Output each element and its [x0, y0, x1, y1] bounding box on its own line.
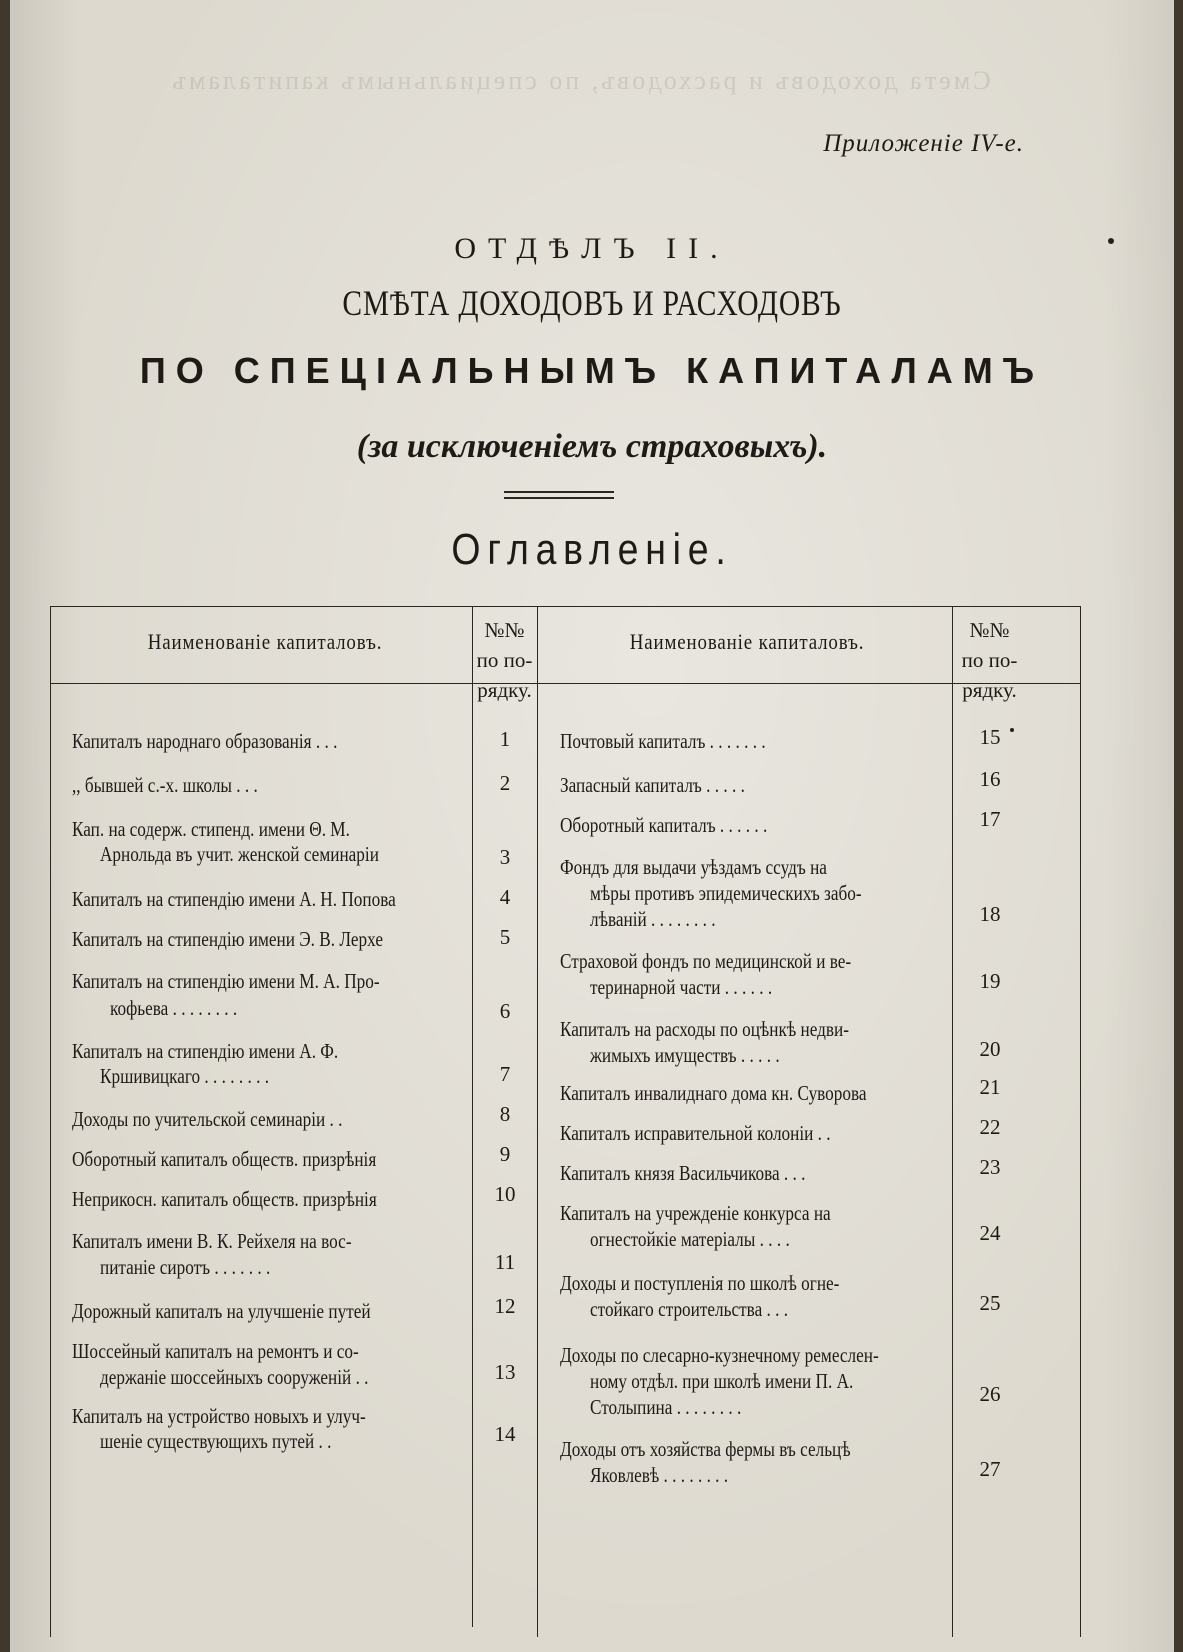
entry-name: огнестойкіе матеріалы . . . . [590, 1227, 790, 1251]
entry-number: 10 [494, 1182, 516, 1206]
entry-name: держаніе шоссейныхъ сооруженій . . [100, 1365, 369, 1389]
column-divider [952, 607, 953, 1637]
entry-name: ,, бывшей с.-х. школы . . . [72, 773, 258, 797]
header-number-label: по по- [476, 648, 533, 672]
entry-name: Доходы по слесарно-кузнечному ремеслен- [560, 1343, 879, 1367]
header-name-left: Наименованіе капиталовъ. [147, 629, 383, 654]
entry-name: Доходы отъ хозяйства фермы въ сельцѣ [560, 1437, 851, 1461]
bleed-through-header: Смета доходовъ и расходовъ, по специальнымъ капиталамъ [169, 66, 991, 95]
entry-name: Капиталъ имени В. К. Рейхеля на вос- [72, 1229, 352, 1253]
exclusion-note: (за исключеніемъ страховыхъ). [356, 428, 828, 465]
entry-name: Капиталъ народнаго образованія . . . [72, 729, 338, 753]
entry-number: 17 [979, 807, 1001, 831]
entry-number: 8 [499, 1102, 511, 1126]
entry-number: 27 [979, 1457, 1001, 1481]
header-number-label: рядку. [477, 678, 532, 702]
header-rule [50, 683, 1080, 684]
entry-name: Доходы по учительской семинаріи . . [72, 1107, 343, 1131]
entry-number: 25 [979, 1291, 1001, 1315]
entry-name: Страховой фондъ по медицинской и ве- [560, 949, 852, 973]
entry-number: 22 [979, 1115, 1001, 1139]
entry-name: мѣры противъ эпидемическихъ забо- [590, 881, 862, 905]
entry-number: 18 [979, 902, 1001, 926]
entry-number: 13 [494, 1360, 516, 1384]
entry-name: питаніе сиротъ . . . . . . . [100, 1255, 271, 1279]
document-page [10, 0, 1174, 1652]
entry-name: Капиталъ на стипендію имени М. А. Про- [72, 969, 380, 993]
header-number-right [952, 615, 1027, 705]
ink-speck [1108, 238, 1114, 244]
entry-name: шеніе существующихъ путей . . [100, 1429, 332, 1453]
divider-rule [504, 497, 614, 499]
entry-name: Кап. на содерж. стипенд. имени Θ. М. [72, 817, 350, 841]
entry-name: Капиталъ на расходы по оцѣнкѣ недви- [560, 1017, 849, 1041]
contents-table [50, 606, 1081, 1637]
entry-name: Оборотный капиталъ обществ. призрѣнія [72, 1147, 377, 1171]
entry-number: 9 [499, 1142, 511, 1166]
header-name-right: Наименованіе капиталовъ. [629, 629, 865, 654]
header-number-label: по по- [961, 648, 1018, 672]
entry-name: Яковлевѣ . . . . . . . . [590, 1463, 729, 1487]
contents-title: Оглавленіе. [451, 525, 733, 574]
entry-number: 14 [494, 1422, 516, 1446]
header-number-label: №№ [969, 618, 1010, 642]
entry-name: Капиталъ на устройство новыхъ и улуч- [72, 1404, 366, 1428]
entry-number: 20 [979, 1037, 1001, 1061]
section-title: ОТДѢЛЪ II. [454, 232, 730, 265]
entry-name: Фондъ для выдачи уѣздамъ ссудъ на [560, 855, 827, 879]
entry-name: Капиталъ на стипендію имени А. Н. Попова [72, 887, 396, 911]
divider-rule [504, 491, 614, 493]
entry-name: Столыпина . . . . . . . . [590, 1395, 742, 1419]
header-number-left [472, 615, 537, 705]
entry-number: 11 [494, 1250, 516, 1274]
entry-name: стойкаго строительства . . . [590, 1297, 789, 1321]
main-title: СМѢТА ДОХОДОВЪ И РАСХОДОВЪ [342, 283, 842, 323]
entry-number: 2 [499, 771, 511, 795]
entry-name: ному отдѣл. при школѣ имени П. А. [590, 1369, 854, 1393]
entry-number: 15 [979, 725, 1001, 749]
entry-name: Доходы и поступленія по школѣ огне- [560, 1271, 840, 1295]
entry-name: Капиталъ князя Васильчикова . . . [560, 1161, 806, 1185]
entry-number: 5 [499, 925, 511, 949]
entry-number: 16 [979, 767, 1001, 791]
entry-number: 21 [979, 1075, 1001, 1099]
sub-title: ПО СПЕЦІАЛЬНЫМЪ КАПИТАЛАМЪ [139, 350, 1045, 391]
entry-name: Арнольда въ учит. женской семинаріи [100, 842, 379, 866]
entry-number: 3 [499, 845, 511, 869]
entry-name: Шоссейный капиталъ на ремонтъ и со- [72, 1339, 359, 1363]
column-divider [537, 607, 538, 1637]
entry-name: Капиталъ на стипендію имени Э. В. Лерхе [72, 927, 383, 951]
column-divider [472, 607, 473, 1627]
entry-name: Почтовый капиталъ . . . . . . . [560, 729, 766, 753]
table-border-left [50, 607, 51, 1637]
entry-number: 19 [979, 969, 1001, 993]
entry-name: Оборотный капиталъ . . . . . . [560, 813, 768, 837]
entry-name: Капиталъ на стипендію имени А. Ф. [72, 1039, 339, 1063]
header-number-label: №№ [484, 618, 525, 642]
entry-name: Капиталъ инвалиднаго дома кн. Суворова [560, 1081, 867, 1105]
entry-name: кофьева . . . . . . . . [110, 996, 238, 1020]
entry-name: лѣваній . . . . . . . . [590, 907, 716, 931]
ink-speck [1010, 728, 1014, 732]
entry-number: 1 [499, 727, 511, 751]
entry-number: 7 [499, 1062, 511, 1086]
entry-name: Кршивицкаго . . . . . . . . [100, 1064, 270, 1088]
entry-name: Неприкосн. капиталъ обществ. призрѣнія [72, 1187, 377, 1211]
entry-name: Дорожный капиталъ на улучшеніе путей [72, 1299, 371, 1323]
appendix-label: Приложеніе IV-е. [823, 130, 1024, 157]
entry-name: жимыхъ имуществъ . . . . . [590, 1043, 780, 1067]
entry-number: 6 [499, 999, 511, 1023]
entry-name: Капиталъ на учрежденіе конкурса на [560, 1201, 831, 1225]
entry-number: 24 [979, 1221, 1001, 1245]
entry-number: 4 [499, 885, 511, 909]
entry-name: теринарной части . . . . . . [590, 975, 773, 999]
entry-number: 26 [979, 1382, 1001, 1406]
entry-name: Запасный капиталъ . . . . . [560, 773, 745, 797]
entry-name: Капиталъ исправительной колоніи . . [560, 1121, 831, 1145]
entry-number: 12 [494, 1294, 516, 1318]
header-number-label: рядку. [962, 678, 1017, 702]
entry-number: 23 [979, 1155, 1001, 1179]
